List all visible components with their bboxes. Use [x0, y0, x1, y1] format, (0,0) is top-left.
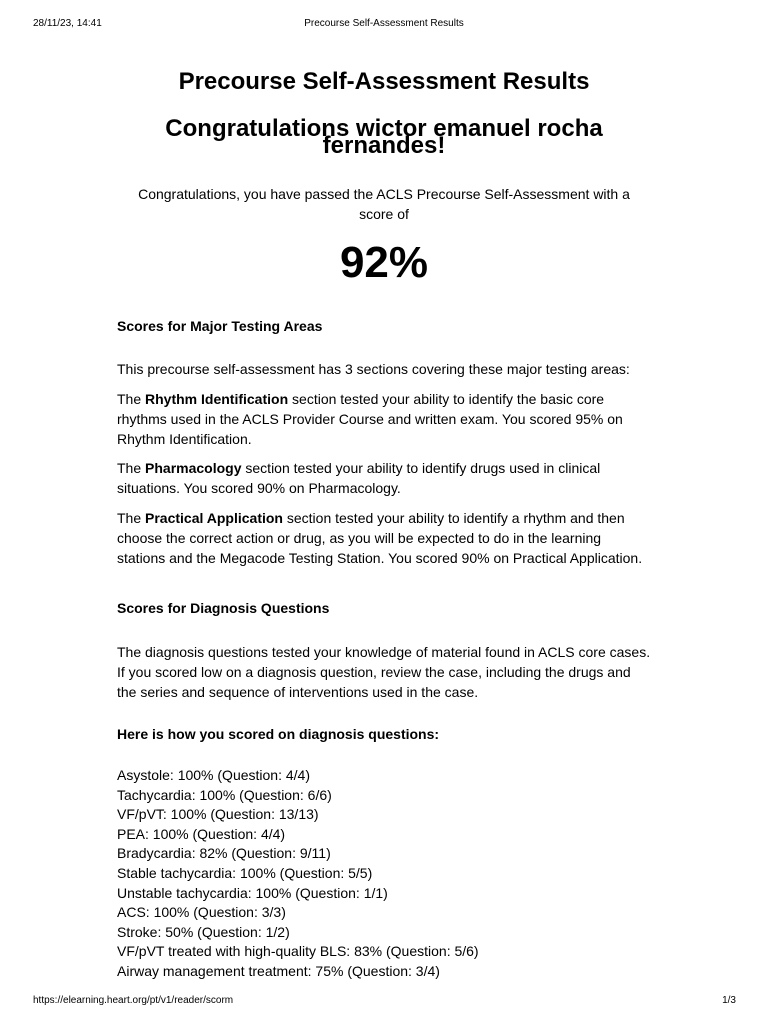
list-item: Asystole: 100% (Question: 4/4) [117, 767, 310, 783]
section-prefix: The [117, 510, 146, 526]
list-item: Bradycardia: 82% (Question: 9/11) [117, 845, 331, 862]
diagnosis-heading: Scores for Diagnosis Questions [117, 600, 330, 616]
list-item: PEA: 100% (Question: 4/4) [117, 825, 286, 842]
major-areas-heading: Scores for Major Testing Areas [117, 318, 323, 334]
list-item: ACS: 100% (Question: 3/3) [117, 904, 286, 921]
section-name: Pharmacology [145, 460, 242, 476]
congrats-heading: Congratulations wictor emanuel rocha fernandes! [165, 115, 603, 159]
footer-url: https://elearning.heart.org/pt/v1/reader/scorm [33, 995, 234, 1006]
overall-score: 92% [339, 238, 429, 287]
intro-text: Congratulations, you have passed the ACLS Precourse Self-Assessment with a score of [138, 186, 630, 222]
list-item: Stroke: 50% (Question: 1/2) [117, 923, 290, 940]
section-prefix: The [117, 460, 146, 476]
section-prefix: The [117, 391, 146, 407]
list-item: Unstable tachycardia: 100% (Question: 1/1) [117, 884, 388, 901]
section-pharmacology [117, 458, 651, 498]
section-rhythm-identification [117, 389, 651, 449]
diagnosis-description: The diagnosis questions tested your knowledge of material found in ACLS core cases. If you scored low on a diagnosis question, review the case, including the drugs and the series and sequence of interventions used in the case. [117, 644, 651, 700]
list-item: VF/pVT: 100% (Question: 13/13) [117, 806, 319, 823]
diagnosis-list-heading: Here is how you scored on diagnosis questions: [117, 726, 440, 742]
print-header-title: Precourse Self-Assessment Results [304, 18, 464, 29]
page-number: 1/3 [722, 995, 736, 1006]
major-areas-lead: This precourse self-assessment has 3 sections covering these major testing areas: [117, 361, 630, 377]
print-datetime: 28/11/23, 14:41 [33, 18, 102, 29]
list-item: VF/pVT treated with high-quality BLS: 83% (Question: 5/6) [117, 943, 479, 960]
diagnosis-score-list [117, 766, 479, 982]
list-item: Tachycardia: 100% (Question: 6/6) [117, 786, 332, 803]
list-item: Stable tachycardia: 100% (Question: 5/5) [117, 864, 373, 881]
section-practical-application [117, 508, 651, 568]
list-item: Airway management treatment: 75% (Question: 3/4) [117, 962, 440, 979]
section-name: Practical Application [145, 510, 283, 526]
section-text: section tested your ability to identify the basic core rhythms used in the ACLS Provider Course and written exam. You scored 95% on Rhythm Identification. [117, 391, 623, 447]
section-text: section tested your ability to identify a rhythm and then choose the correct action or drug, as you will be expected to do in the learning stations and the Megacode Testing Station. You scored 90% on Practical Application. [117, 510, 643, 566]
page-title: Precourse Self-Assessment Results [178, 68, 590, 95]
section-text: section tested your ability to identify drugs used in clinical situations. You scored 90% on Pharmacology. [117, 460, 601, 496]
section-name: Rhythm Identification [145, 391, 289, 407]
